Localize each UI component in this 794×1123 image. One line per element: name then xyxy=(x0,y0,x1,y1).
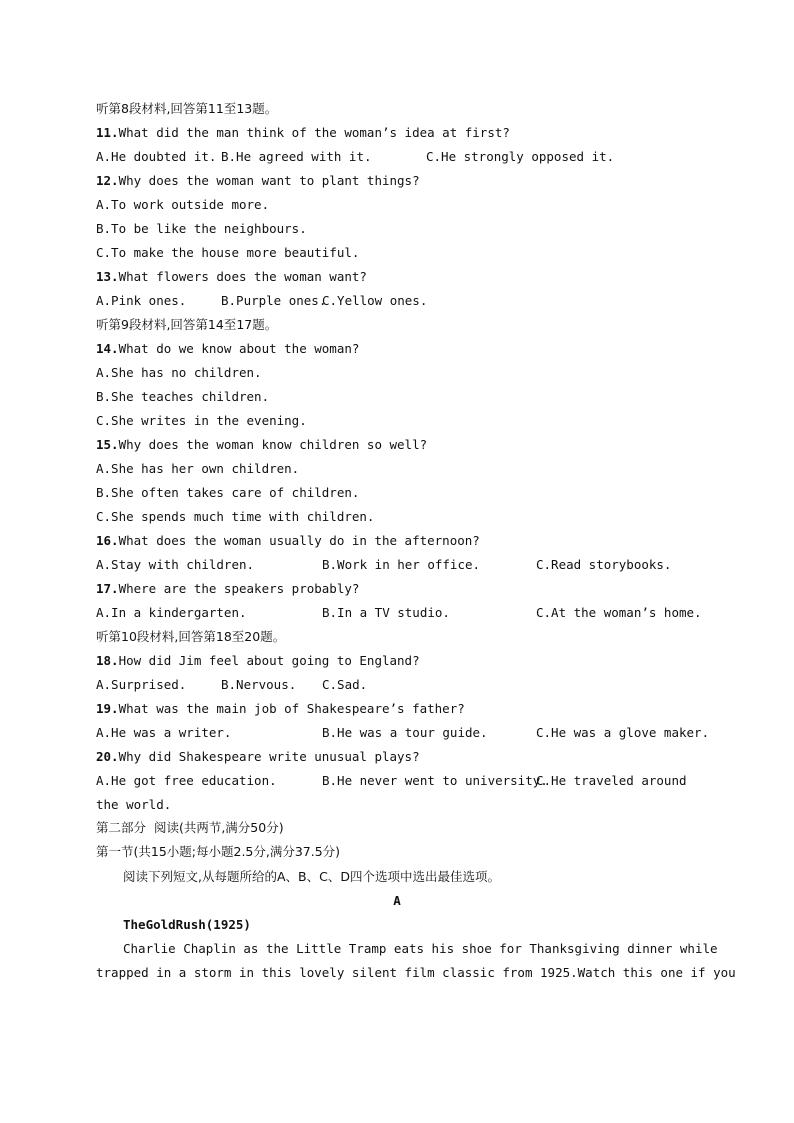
option-b: B.She teaches children. xyxy=(96,389,270,404)
option-c: C.She spends much time with children. xyxy=(96,509,375,524)
question-text: Why did Shakespeare write unusual plays? xyxy=(118,749,420,764)
question-number: 18. xyxy=(96,653,119,668)
option-c: C.He was a glove maker. xyxy=(536,725,710,740)
question-text: What did the man think of the woman’s idea at first? xyxy=(118,125,510,140)
question-19 xyxy=(96,701,465,717)
option-c-continued: the world. xyxy=(96,797,172,812)
option-b: B.Work in her office. xyxy=(322,557,481,572)
option-a: A.He was a writer. xyxy=(96,725,232,740)
question-13 xyxy=(96,269,367,285)
option-c: C.At the woman’s home. xyxy=(536,605,702,620)
passage-line: Charlie Chaplin as the Little Tramp eats his shoe for Thanksgiving dinner while xyxy=(123,941,718,956)
option-a: A.In a kindergarten. xyxy=(96,605,247,620)
option-c: C.Sad. xyxy=(322,677,368,692)
option-b: B.She often takes care of children. xyxy=(96,485,360,500)
question-11 xyxy=(96,125,510,141)
option-c: C.To make the house more beautiful. xyxy=(96,245,360,260)
passage-label: A xyxy=(393,893,401,908)
option-a: A.Stay with children. xyxy=(96,557,255,572)
option-a: A.To work outside more. xyxy=(96,197,270,212)
question-number: 11. xyxy=(96,125,119,140)
question-text: What flowers does the woman want? xyxy=(118,269,367,284)
question-14 xyxy=(96,341,359,357)
question-text: Where are the speakers probably? xyxy=(118,581,360,596)
question-17 xyxy=(96,581,359,597)
question-number: 14. xyxy=(96,341,119,356)
question-number: 13. xyxy=(96,269,119,284)
option-c: C.He traveled around xyxy=(536,773,687,788)
option-b: B.Purple ones. xyxy=(221,293,327,308)
option-b: B.In a TV studio. xyxy=(322,605,450,620)
question-text: What was the main job of Shakespeare’s father? xyxy=(118,701,465,716)
section-heading: 听第9段材料,回答第14至17题。 xyxy=(96,317,278,332)
option-b: B.He agreed with it. xyxy=(221,149,372,164)
option-c: C.Yellow ones. xyxy=(322,293,428,308)
question-text: What do we know about the woman? xyxy=(118,341,360,356)
passage-line: trapped in a storm in this lovely silent film classic from 1925.Watch this one if you xyxy=(96,965,736,980)
section-heading: 听第8段材料,回答第11至13题。 xyxy=(96,101,278,116)
question-20 xyxy=(96,749,420,765)
option-a: A.She has no children. xyxy=(96,365,262,380)
question-18 xyxy=(96,653,420,669)
question-text: Why does the woman know children so well? xyxy=(118,437,428,452)
option-a: A.He doubted it. xyxy=(96,149,217,164)
question-number: 20. xyxy=(96,749,119,764)
section-heading: 第一节(共15小题;每小题2.5分,满分37.5分) xyxy=(96,844,341,859)
instructions: 阅读下列短文,从每题所给的A、B、C、D四个选项中选出最佳选项。 xyxy=(123,869,500,884)
option-a: A.He got free education. xyxy=(96,773,277,788)
option-b: B.He was a tour guide. xyxy=(322,725,488,740)
question-16 xyxy=(96,533,480,549)
question-12 xyxy=(96,173,420,189)
question-number: 17. xyxy=(96,581,119,596)
option-a: A.She has her own children. xyxy=(96,461,300,476)
question-number: 16. xyxy=(96,533,119,548)
question-15 xyxy=(96,437,427,453)
part-heading: 第二部分 阅读(共两节,满分50分) xyxy=(96,820,284,835)
option-b: B.Nervous. xyxy=(221,677,297,692)
question-number: 19. xyxy=(96,701,119,716)
question-text: Why does the woman want to plant things? xyxy=(118,173,420,188)
option-c: C.He strongly opposed it. xyxy=(426,149,615,164)
option-c: C.Read storybooks. xyxy=(536,557,672,572)
question-text: What does the woman usually do in the afternoon? xyxy=(118,533,480,548)
option-a: A.Pink ones. xyxy=(96,293,187,308)
question-text: How did Jim feel about going to England? xyxy=(118,653,420,668)
passage-title: TheGoldRush(1925) xyxy=(123,917,251,932)
section-heading: 听第10段材料,回答第18至20题。 xyxy=(96,629,286,644)
option-b: B.He never went to university. xyxy=(322,773,548,788)
question-number: 15. xyxy=(96,437,119,452)
option-b: B.To be like the neighbours. xyxy=(96,221,307,236)
option-a: A.Surprised. xyxy=(96,677,187,692)
option-c: C.She writes in the evening. xyxy=(96,413,307,428)
question-number: 12. xyxy=(96,173,119,188)
